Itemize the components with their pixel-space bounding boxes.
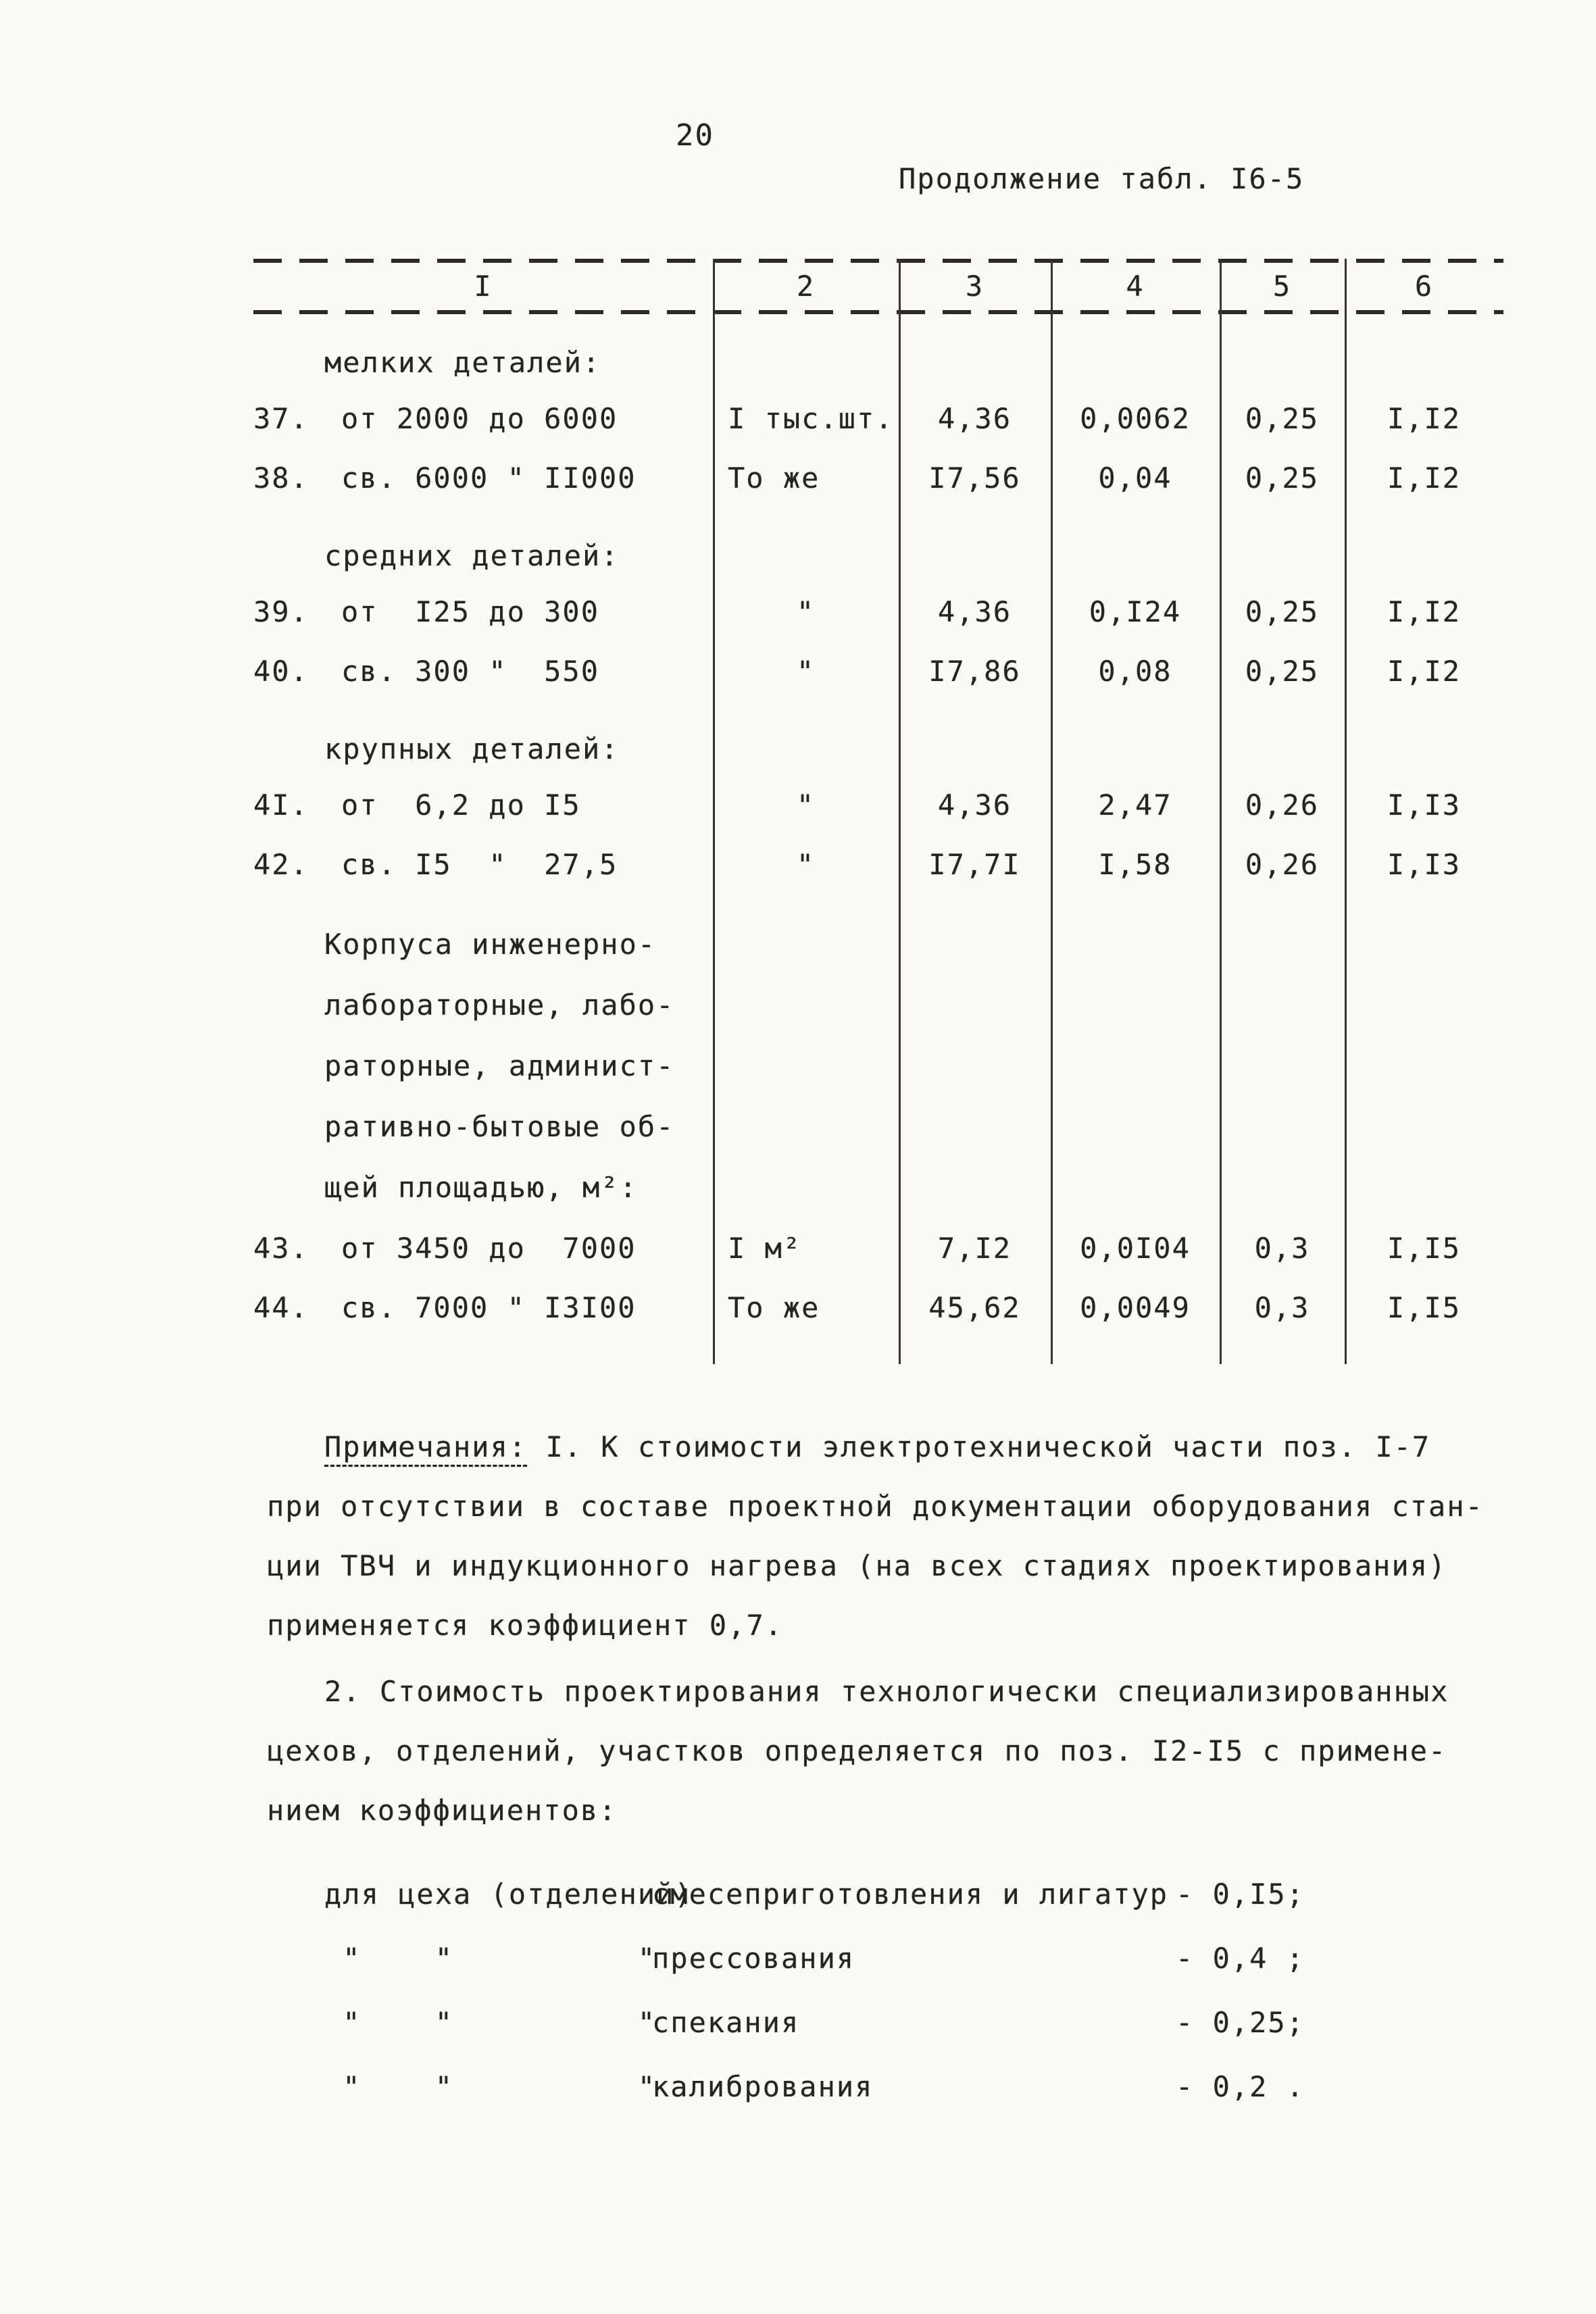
row-number: 44. (253, 1290, 309, 1324)
table-row (253, 388, 1503, 448)
column-divider (1220, 259, 1222, 1364)
rates-table (253, 259, 1503, 1364)
section-block-line: ративно-бытовые об- (324, 1110, 675, 1143)
coeff-word: спекания (652, 2006, 800, 2039)
cell-value: I,I3 (1387, 847, 1462, 881)
cell-norm: I7,7I (928, 847, 1021, 881)
cell-value: 0,25 (1245, 595, 1320, 628)
table-body (253, 314, 1503, 1364)
coeff-lead: " " " (324, 2070, 657, 2103)
cell-norm: 4,36 (937, 595, 1012, 628)
coeff-value: - 0,I5; (1176, 1878, 1305, 1911)
cell-unit: I тыс.шт. (728, 401, 894, 435)
note-1-line: ции ТВЧ и индукционного нагрева (на всех стадиях проектирования) (267, 1549, 1447, 1582)
cell-value: I,58 (1098, 847, 1172, 881)
column-divider (1051, 259, 1053, 1364)
table-row (253, 1218, 1503, 1278)
cell-value: 0,04 (1098, 461, 1172, 495)
cell-value: 0,0049 (1080, 1290, 1191, 1324)
row-number: 39. (253, 595, 309, 628)
section-block-line: раторные, админист- (324, 1049, 675, 1082)
coeff-value: - 0,2 . (1176, 2070, 1305, 2103)
coeff-value: - 0,4 ; (1176, 1942, 1305, 1975)
section-block (253, 914, 1503, 1218)
row-number: 40. (253, 654, 309, 688)
note-1-line: применяется коэффициент 0,7. (267, 1609, 784, 1642)
cell-unit: " (796, 847, 816, 881)
section-row (253, 314, 1503, 388)
note-2-line: нием коэффициентов: (267, 1794, 618, 1827)
row-number: 38. (253, 461, 309, 495)
column-header-4: 4 (1126, 270, 1145, 303)
row-number: 42. (253, 847, 309, 881)
cell-unit: I м² (728, 1231, 802, 1265)
cell-value: 0,08 (1098, 654, 1172, 688)
cell-value: 0,25 (1245, 654, 1320, 688)
cell-value: I,I2 (1387, 654, 1462, 688)
note-2-line: цехов, отделений, участков определяется по поз. I2-I5 с примене- (267, 1734, 1447, 1767)
cell-norm: 7,I2 (937, 1231, 1012, 1265)
coeff-word: прессования (652, 1942, 855, 1975)
section-row (253, 507, 1503, 582)
column-header-6: 6 (1414, 270, 1434, 303)
coeff-lead: " " " (324, 2006, 657, 2039)
coefficient-row (253, 1990, 1517, 2055)
cell-unit: " (796, 788, 816, 822)
row-name: от 3450 до 7000 (341, 1231, 637, 1265)
table-row (253, 641, 1503, 701)
cell-value: I,I3 (1387, 788, 1462, 822)
column-divider (1345, 259, 1347, 1364)
cell-value: I,I2 (1387, 461, 1462, 495)
section-block-line: лабораторные, лабо- (324, 988, 675, 1022)
notes-heading: Примечания: (324, 1430, 528, 1463)
cell-value: I,I5 (1387, 1231, 1462, 1265)
cell-value: 2,47 (1098, 788, 1172, 822)
cell-value: 0,I24 (1089, 595, 1182, 628)
cell-value: 0,26 (1245, 847, 1320, 881)
table-row (253, 834, 1503, 894)
row-name: св. 7000 " I3I00 (341, 1290, 637, 1324)
coeff-word: калибрования (652, 2070, 874, 2103)
cell-value: I,I5 (1387, 1290, 1462, 1324)
row-name: св. 300 " 550 (341, 654, 600, 688)
row-name: св. I5 " 27,5 (341, 847, 618, 881)
coeff-lead: " " " (324, 1942, 657, 1975)
cell-unit: " (796, 595, 816, 628)
note-1-line: Примечания: I. К стоимости электротехнической части поз. I-7 (324, 1430, 1431, 1463)
cell-norm: 4,36 (937, 401, 1012, 435)
column-divider (713, 259, 715, 1364)
row-number: 43. (253, 1231, 309, 1265)
coeff-word: смесеприготовления и лигатур (652, 1878, 1169, 1911)
section-label: средних деталей: (324, 539, 620, 572)
cell-norm: 45,62 (928, 1290, 1021, 1324)
note-2-line: 2. Стоимость проектирования технологически специализированных (324, 1675, 1449, 1708)
cell-unit: То же (728, 461, 820, 495)
section-row (253, 701, 1503, 775)
section-label: мелких деталей: (324, 346, 601, 379)
notes-section (253, 1417, 1517, 2119)
table-caption: Продолжение табл. I6-5 (899, 162, 1305, 195)
page-number: 20 (676, 118, 714, 153)
column-header-3: 3 (965, 270, 984, 303)
column-divider (899, 259, 901, 1364)
column-header-5: 5 (1272, 270, 1292, 303)
section-block-line: щей площадью, м²: (324, 1171, 638, 1204)
cell-value: 0,3 (1254, 1290, 1310, 1324)
coeff-lead: для цеха (отделений) (324, 1878, 693, 1911)
row-name: от 2000 до 6000 (341, 401, 618, 435)
column-header-1: I (474, 270, 493, 303)
coefficient-row (253, 2055, 1517, 2119)
cell-norm: 4,36 (937, 788, 1012, 822)
cell-value: 0,0062 (1080, 401, 1191, 435)
row-number: 37. (253, 401, 309, 435)
table-row (253, 582, 1503, 641)
cell-value: I,I2 (1387, 401, 1462, 435)
section-label: крупных деталей: (324, 732, 620, 765)
cell-value: I,I2 (1387, 595, 1462, 628)
coefficient-row (253, 1926, 1517, 1990)
cell-norm: I7,86 (928, 654, 1021, 688)
column-header-2: 2 (796, 270, 816, 303)
row-name: от 6,2 до I5 (341, 788, 581, 822)
table-row (253, 448, 1503, 507)
cell-value: 0,25 (1245, 401, 1320, 435)
cell-value: 0,0I04 (1080, 1231, 1191, 1265)
table-row (253, 775, 1503, 834)
cell-unit: То же (728, 1290, 820, 1324)
row-name: от I25 до 300 (341, 595, 600, 628)
table-row (253, 1278, 1503, 1337)
cell-value: 0,3 (1254, 1231, 1310, 1265)
column-header-row (253, 263, 1503, 310)
coeff-value: - 0,25; (1176, 2006, 1305, 2039)
coefficient-row (253, 1862, 1517, 1926)
cell-unit: " (796, 654, 816, 688)
cell-value: 0,26 (1245, 788, 1320, 822)
cell-value: 0,25 (1245, 461, 1320, 495)
section-block-line: Корпуса инженерно- (324, 928, 657, 961)
row-number: 4I. (253, 788, 309, 822)
note-1-line: при отсутствии в составе проектной документации оборудования стан- (267, 1490, 1484, 1523)
cell-norm: I7,56 (928, 461, 1021, 495)
row-name: св. 6000 " II000 (341, 461, 637, 495)
